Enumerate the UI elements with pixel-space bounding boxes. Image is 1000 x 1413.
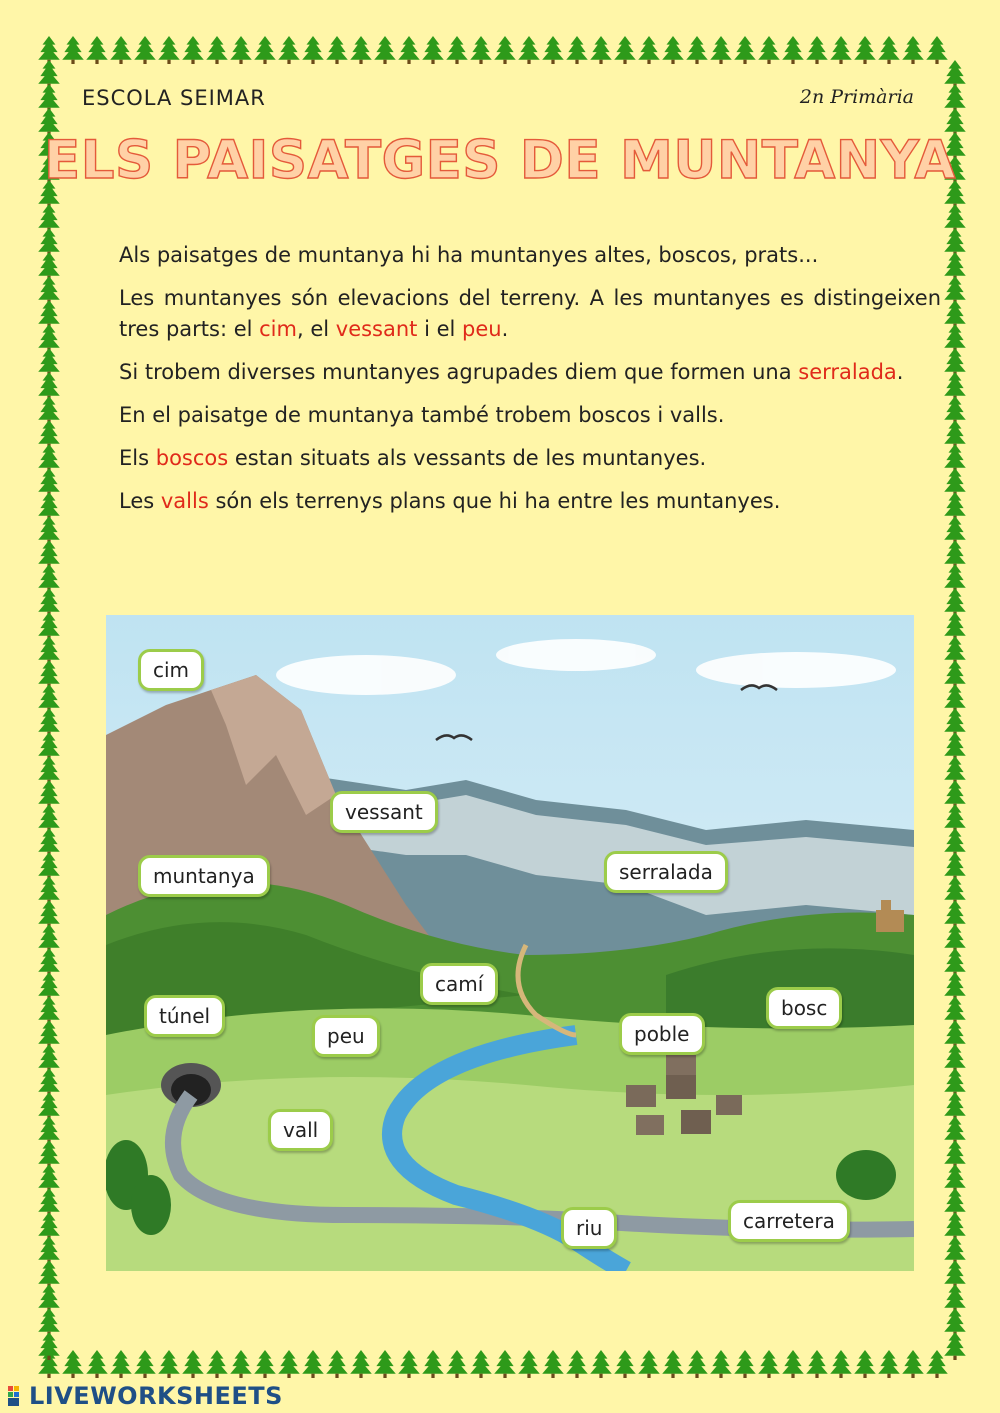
tree-icon [944, 1020, 966, 1048]
paragraph-6 [119, 486, 941, 517]
paragraph-3-text-a: Si trobem diverses muntanyes agrupades diem que formen una [119, 360, 799, 384]
tree-icon [38, 1332, 60, 1360]
label-tunel: túnel [144, 995, 225, 1037]
paragraph-5 [119, 443, 941, 474]
tree-icon [38, 1236, 60, 1264]
paragraph-4-text: En el paisatge de muntanya també trobem boscos i valls. [119, 403, 725, 427]
tree-icon [686, 36, 708, 64]
tree-icon [710, 36, 732, 64]
tree-icon [38, 924, 60, 952]
tree-icon [38, 84, 60, 112]
tree-icon [38, 324, 60, 352]
tree-icon [758, 36, 780, 64]
liveworksheets-logo [8, 1382, 283, 1410]
tree-icon [302, 1350, 324, 1378]
tree-icon [902, 36, 924, 64]
tree-icon [38, 348, 60, 376]
tree-icon [38, 612, 60, 640]
tree-icon [758, 1350, 780, 1378]
tree-icon [944, 1068, 966, 1096]
paragraph-2 [119, 283, 941, 345]
tree-icon [944, 60, 966, 88]
paragraph-1-text: Als paisatges de muntanya hi ha muntanyes altes, boscos, prats... [119, 243, 819, 267]
tree-icon [944, 276, 966, 304]
tree-icon [944, 444, 966, 472]
tree-icon [38, 540, 60, 568]
keyword-serralada: serralada [798, 360, 897, 384]
tree-icon [944, 420, 966, 448]
tree-icon [422, 1350, 444, 1378]
tree-icon [944, 804, 966, 832]
tree-icon [944, 660, 966, 688]
tree-icon [422, 36, 444, 64]
tree-icon [182, 1350, 204, 1378]
tree-icon [470, 1350, 492, 1378]
tree-icon [944, 348, 966, 376]
tree-icon [446, 1350, 468, 1378]
paragraph-5-text-a: Els [119, 446, 156, 470]
tree-icon [944, 780, 966, 808]
tree-icon [944, 516, 966, 544]
tree-icon [944, 684, 966, 712]
label-peu: peu [312, 1015, 380, 1057]
tree-icon [944, 756, 966, 784]
tree-icon [710, 1350, 732, 1378]
label-vessant: vessant [330, 791, 438, 833]
paragraph-6-text-b: són els terrenys plans que hi ha entre les muntanyes. [208, 489, 781, 513]
tree-icon [944, 1164, 966, 1192]
tree-icon [38, 1260, 60, 1288]
tree-icon [206, 36, 228, 64]
tree-icon [254, 36, 276, 64]
tree-icon [614, 36, 636, 64]
tree-icon [878, 36, 900, 64]
tree-icon [944, 1092, 966, 1120]
tree-icon [638, 1350, 660, 1378]
tree-icon [944, 948, 966, 976]
label-poble: poble [619, 1013, 705, 1055]
tree-icon [38, 756, 60, 784]
paragraph-5-text-b: estan situats als vessants de les muntanyes. [228, 446, 707, 470]
tree-icon [944, 996, 966, 1024]
tree-icon [944, 252, 966, 280]
tree-icon [854, 36, 876, 64]
tree-icon [350, 1350, 372, 1378]
label-carretera: carretera [728, 1200, 850, 1242]
tree-icon [734, 36, 756, 64]
tree-icon [944, 84, 966, 112]
tree-icon [134, 36, 156, 64]
tree-icon [944, 1116, 966, 1144]
tree-icon [254, 1350, 276, 1378]
tree-icon [662, 36, 684, 64]
tree-icon [38, 300, 60, 328]
tree-icon [38, 516, 60, 544]
tree-icon [38, 564, 60, 592]
label-riu: riu [561, 1207, 617, 1249]
tree-icon [806, 1350, 828, 1378]
tree-icon [854, 1350, 876, 1378]
tree-icon [38, 276, 60, 304]
tree-icon [38, 948, 60, 976]
tree-icon [944, 564, 966, 592]
tree-icon [398, 36, 420, 64]
tree-icon [38, 1164, 60, 1192]
tree-icon [446, 36, 468, 64]
tree-icon [38, 60, 60, 88]
tree-icon [944, 1260, 966, 1288]
school-name: ESCOLA SEIMAR [82, 86, 266, 110]
tree-icon [518, 1350, 540, 1378]
tree-icon [38, 972, 60, 1000]
tree-icon [38, 228, 60, 256]
tree-icon [944, 324, 966, 352]
tree-icon [374, 36, 396, 64]
tree-icon [350, 36, 372, 64]
tree-icon [326, 1350, 348, 1378]
tree-icon [566, 1350, 588, 1378]
tree-icon [944, 492, 966, 520]
tree-icon [494, 1350, 516, 1378]
tree-icon [944, 732, 966, 760]
liveworksheets-icon [8, 1386, 26, 1408]
tree-icon [926, 1350, 948, 1378]
tree-icon [110, 1350, 132, 1378]
tree-icon [38, 1284, 60, 1312]
tree-icon [38, 1116, 60, 1144]
page-title: ELS PAISATGES DE MUNTANYA [44, 130, 956, 191]
tree-icon [944, 204, 966, 232]
tree-icon [590, 1350, 612, 1378]
label-vall: vall [268, 1109, 333, 1151]
tree-icon [38, 1044, 60, 1072]
tree-icon [230, 1350, 252, 1378]
tree-icon [38, 732, 60, 760]
keyword-peu: peu [462, 317, 502, 341]
mountain-landscape-illustration [106, 615, 914, 1271]
tree-icon [278, 36, 300, 64]
paragraph-4 [119, 400, 941, 431]
tree-icon [542, 1350, 564, 1378]
paragraph-2-text-d: . [501, 317, 509, 341]
tree-icon [302, 36, 324, 64]
paragraph-3-text-b: . [896, 360, 904, 384]
tree-icon [38, 1068, 60, 1096]
tree-icon [944, 972, 966, 1000]
tree-icon [470, 36, 492, 64]
tree-icon [566, 36, 588, 64]
tree-icon [638, 36, 660, 64]
tree-icon [398, 1350, 420, 1378]
lesson-text [119, 240, 941, 529]
tree-icon [38, 1140, 60, 1168]
tree-icon [86, 1350, 108, 1378]
tree-icon [38, 804, 60, 832]
tree-icon [38, 828, 60, 856]
tree-icon [926, 36, 948, 64]
tree-icon [62, 36, 84, 64]
tree-icon [944, 612, 966, 640]
tree-icon [944, 1188, 966, 1216]
tree-icon [38, 636, 60, 664]
keyword-vessant: vessant [335, 317, 418, 341]
tree-icon [62, 1350, 84, 1378]
tree-icon [38, 1212, 60, 1240]
tree-icon [944, 1332, 966, 1360]
label-cim: cim [138, 649, 204, 691]
tree-icon [38, 492, 60, 520]
tree-icon [944, 636, 966, 664]
tree-icon [944, 1284, 966, 1312]
tree-icon [38, 252, 60, 280]
paragraph-2-text-b: , el [296, 317, 336, 341]
tree-icon [734, 1350, 756, 1378]
tree-icon [38, 876, 60, 904]
tree-icon [944, 924, 966, 952]
keyword-boscos: boscos [155, 446, 229, 470]
tree-icon [38, 588, 60, 616]
tree-icon [944, 900, 966, 928]
tree-icon [38, 396, 60, 424]
tree-icon [590, 36, 612, 64]
paragraph-3 [119, 357, 941, 388]
tree-icon [686, 1350, 708, 1378]
tree-icon [782, 1350, 804, 1378]
tree-icon [110, 36, 132, 64]
label-muntanya: muntanya [138, 855, 270, 897]
tree-icon [944, 708, 966, 736]
tree-icon [518, 36, 540, 64]
tree-icon [374, 1350, 396, 1378]
paragraph-1 [119, 240, 941, 271]
tree-icon [38, 468, 60, 496]
tree-icon [326, 36, 348, 64]
tree-icon [944, 1308, 966, 1336]
label-cami: camí [420, 963, 498, 1005]
tree-icon [38, 372, 60, 400]
tree-icon [944, 228, 966, 256]
tree-icon [206, 1350, 228, 1378]
tree-icon [182, 36, 204, 64]
tree-icon [944, 540, 966, 568]
tree-icon [944, 588, 966, 616]
tree-icon [38, 684, 60, 712]
tree-icon [38, 660, 60, 688]
tree-icon [38, 420, 60, 448]
tree-icon [38, 204, 60, 232]
tree-icon [230, 36, 252, 64]
tree-icon [944, 876, 966, 904]
tree-icon [38, 900, 60, 928]
tree-icon [944, 852, 966, 880]
keyword-valls: valls [160, 489, 209, 513]
tree-icon [494, 36, 516, 64]
tree-icon [38, 1020, 60, 1048]
tree-icon [278, 1350, 300, 1378]
tree-icon [86, 36, 108, 64]
tree-icon [944, 468, 966, 496]
label-bosc: bosc [766, 987, 842, 1029]
tree-icon [158, 1350, 180, 1378]
tree-icon [38, 996, 60, 1024]
tree-icon [944, 372, 966, 400]
tree-icon [944, 1044, 966, 1072]
tree-icon [944, 828, 966, 856]
tree-icon [806, 36, 828, 64]
tree-icon [38, 780, 60, 808]
tree-icon [38, 36, 60, 64]
keyword-cim: cim [259, 317, 297, 341]
tree-icon [944, 1140, 966, 1168]
tree-icon [38, 444, 60, 472]
tree-icon [830, 1350, 852, 1378]
landscape-drawing [106, 615, 914, 1271]
tree-icon [542, 36, 564, 64]
paragraph-2-text-a: Les muntanyes són elevacions del terreny. A les muntanyes es distingeixen tres parts: el [119, 286, 941, 341]
grade-label: 2n Primària [799, 86, 914, 108]
tree-icon [944, 300, 966, 328]
tree-icon [944, 1212, 966, 1240]
tree-icon [944, 1236, 966, 1264]
label-serralada: serralada [604, 851, 728, 893]
tree-icon [38, 1188, 60, 1216]
tree-icon [662, 1350, 684, 1378]
tree-icon [830, 36, 852, 64]
paragraph-2-text-c: i el [417, 317, 463, 341]
tree-icon [38, 852, 60, 880]
tree-icon [38, 1308, 60, 1336]
paragraph-6-text-a: Les [119, 489, 161, 513]
tree-icon [134, 1350, 156, 1378]
tree-icon [878, 1350, 900, 1378]
tree-icon [782, 36, 804, 64]
liveworksheets-brand: LIVEWORKSHEETS [29, 1382, 283, 1410]
tree-icon [944, 396, 966, 424]
tree-icon [38, 1092, 60, 1120]
tree-icon [614, 1350, 636, 1378]
tree-icon [38, 708, 60, 736]
tree-icon [158, 36, 180, 64]
tree-icon [902, 1350, 924, 1378]
